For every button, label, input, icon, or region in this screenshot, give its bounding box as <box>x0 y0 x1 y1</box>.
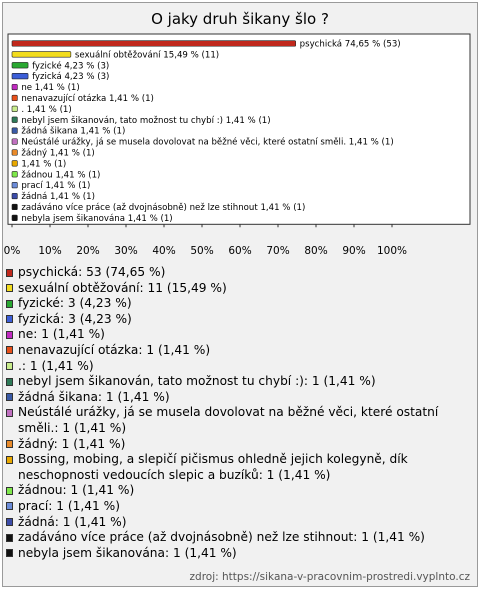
legend-swatch <box>6 393 13 401</box>
x-tick-label: 30% <box>114 245 138 257</box>
bar-label: Neústálé urážky, já se musela dovolovat na běžné věci, které ostatní směli. 1,41 % (1) <box>21 137 394 148</box>
bar <box>12 182 17 188</box>
bar-label: nebyla jsem šikanována 1,41 % (1) <box>21 213 173 224</box>
x-tick-label: 10% <box>38 245 62 257</box>
bar-label: žádný 1,41 % (1) <box>21 148 95 159</box>
legend-label: psychická: 53 (74,65 %) <box>18 265 166 279</box>
legend-item <box>6 327 474 343</box>
bar-label: . 1,41 % (1) <box>21 104 72 115</box>
legend-swatch <box>6 409 13 417</box>
bar-label: fyzické 4,23 % (3) <box>32 61 110 72</box>
bar <box>12 204 17 210</box>
legend-item <box>6 390 474 406</box>
legend-item <box>6 546 474 562</box>
legend-swatch <box>6 331 13 339</box>
legend-item <box>6 452 474 483</box>
legend-label: žádná: 1 (1,41 %) <box>18 514 127 529</box>
x-tick-label: 0% <box>3 245 21 257</box>
legend-swatch <box>6 346 13 354</box>
legend-item <box>6 530 474 546</box>
legend-label: žádnou: 1 (1,41 %) <box>18 483 135 498</box>
bar-label: sexuální obtěžování 15,49 % (11) <box>74 50 220 61</box>
legend-swatch <box>6 456 13 464</box>
legend-item <box>6 515 474 531</box>
chart-title: O jaky druh šikany šlo ? <box>151 10 329 28</box>
legend-label: ne: 1 (1,41 %) <box>18 327 105 342</box>
legend-item <box>6 343 474 359</box>
bar-label: psychická 74,65 % (53) <box>299 39 401 50</box>
legend-item <box>6 437 474 453</box>
source-note: zdroj: https://sikana-v-pracovnim-prostredi.vyplnto.cz <box>189 571 470 583</box>
legend-label: fyzické: 3 (4,23 %) <box>18 296 132 311</box>
legend-swatch <box>6 440 13 448</box>
legend-label: nebyla jsem šikanována: 1 (1,41 %) <box>18 545 237 560</box>
bar <box>12 193 17 199</box>
bar <box>12 62 28 68</box>
legend-swatch <box>6 315 13 323</box>
x-tick-label: 70% <box>266 245 290 257</box>
bar <box>12 117 17 123</box>
legend-swatch <box>6 284 13 292</box>
legend-item <box>6 265 474 281</box>
legend-item <box>6 405 474 436</box>
bar-label: fyzická 4,23 % (3) <box>32 72 110 83</box>
legend-label: prací: 1 (1,41 %) <box>18 498 121 513</box>
x-tick-label: 50% <box>190 245 214 257</box>
legend-swatch <box>6 300 13 308</box>
x-tick-label: 80% <box>304 245 328 257</box>
legend-label: žádný: 1 (1,41 %) <box>18 436 126 451</box>
legend-swatch <box>6 502 13 510</box>
legend-label: žádná šikana: 1 (1,41 %) <box>18 389 170 404</box>
legend-item <box>6 499 474 515</box>
x-tick-label: 20% <box>76 245 100 257</box>
bar <box>12 171 17 177</box>
legend-swatch <box>6 518 13 526</box>
x-tick-label: 100% <box>376 245 408 257</box>
bar-label: žádná 1,41 % (1) <box>21 192 95 203</box>
bar <box>12 128 17 134</box>
bar <box>12 95 17 101</box>
bar-label: žádná šikana 1,41 % (1) <box>21 126 126 137</box>
bar <box>12 150 17 156</box>
x-tick-label: 60% <box>228 245 252 257</box>
legend-label: zadáváno více práce (až dvojnásobně) než lze stihnout: 1 (1,41 %) <box>18 530 425 545</box>
bar-label: nebyl jsem šikanován, tato možnost tu chybí :) 1,41 % (1) <box>21 115 271 126</box>
legend-item <box>6 374 474 390</box>
legend-item <box>6 296 474 312</box>
bar-chart <box>0 0 480 262</box>
bar <box>12 73 28 79</box>
bar-label: ne 1,41 % (1) <box>21 83 80 94</box>
chart-legend <box>6 265 474 561</box>
legend-label: Bossing, mobing, a slepičí pičismus ohledně jejich kolegyně, dík neschopnosti vedoucích slepic a buzíků: 1 (1,41 %) <box>18 452 408 482</box>
legend-label: .: 1 (1,41 %) <box>18 358 94 373</box>
bar-label: zadáváno více práce (až dvojnásobně) než lze stihnout 1,41 % (1) <box>21 202 306 213</box>
x-tick-label: 90% <box>342 245 366 257</box>
bar-label: žádnou 1,41 % (1) <box>21 170 101 181</box>
legend-swatch <box>6 534 13 542</box>
legend-swatch <box>6 362 13 370</box>
legend-swatch <box>6 487 13 495</box>
bar-label: nenavazující otázka 1,41 % (1) <box>21 93 154 104</box>
bar <box>12 41 296 47</box>
legend-label: nebyl jsem šikanován, tato možnost tu chybí :): 1 (1,41 %) <box>18 374 376 389</box>
bar-label: prací 1,41 % (1) <box>21 181 91 192</box>
legend-label: fyzická: 3 (4,23 %) <box>18 311 132 326</box>
bar <box>12 84 17 90</box>
bar-label: 1,41 % (1) <box>21 159 67 170</box>
legend-label: nenavazující otázka: 1 (1,41 %) <box>18 342 211 357</box>
legend-swatch <box>6 378 13 386</box>
legend-label: sexuální obtěžování: 11 (15,49 %) <box>18 280 227 295</box>
bar <box>12 215 17 221</box>
x-tick-label: 40% <box>152 245 176 257</box>
bar <box>12 161 17 167</box>
legend-swatch <box>6 269 13 277</box>
legend-item <box>6 312 474 328</box>
bar <box>12 106 17 112</box>
legend-item <box>6 281 474 297</box>
legend-item <box>6 483 474 499</box>
bar <box>12 52 71 58</box>
legend-item <box>6 359 474 375</box>
legend-label: Neústálé urážky, já se musela dovolovat na běžné věci, které ostatní směli.: 1 (1,41 %) <box>18 405 439 435</box>
bar <box>12 139 17 145</box>
legend-swatch <box>6 549 13 557</box>
